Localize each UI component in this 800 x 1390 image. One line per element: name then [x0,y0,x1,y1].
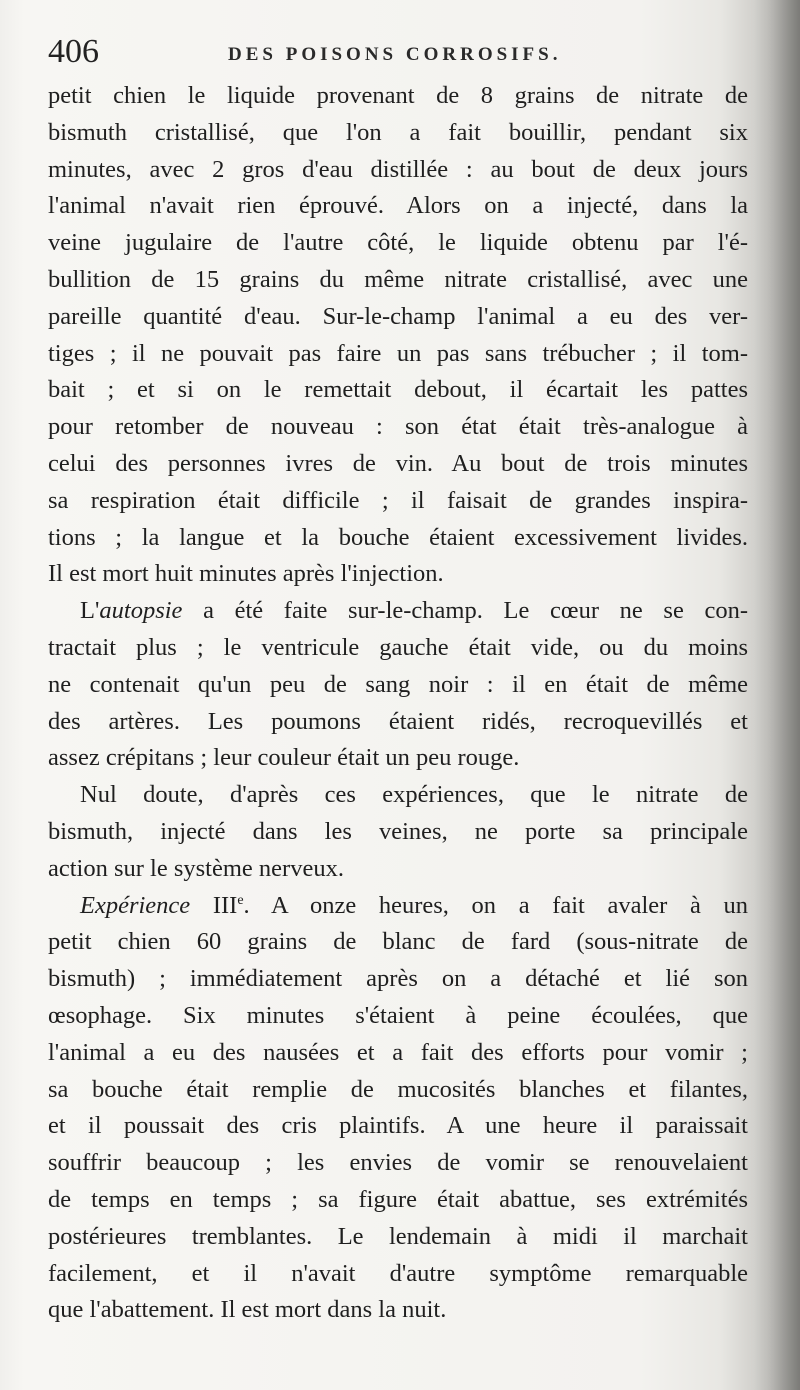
text-line: l'animal n'avait rien éprouvé. Alors on a injecté, dans la [48,192,748,220]
autopsie-word: autopsie [99,597,183,625]
text-line: bismuth cristallisé, que l'on a fait bouillir, pendant six [48,118,748,146]
text-line: tiges ; il ne pouvait pas faire un pas sans trébucher ; il tom- [48,339,748,367]
autopsie-paragraph-first-line [48,593,748,630]
text-line: Nul doute, d'après ces expériences, que le nitrate de [80,781,748,809]
text-line: bait ; et si on le remettait debout, il écartait les pattes [48,376,748,404]
text-line: sa bouche était remplie de mucosités blanches et filantes, [48,1075,748,1103]
text-line: bismuth) ; immédiatement après on a détaché et lié son [48,965,748,993]
text-line: assez crépitans ; leur couleur était un peu rouge. [48,744,520,772]
text-line: œsophage. Six minutes s'étaient à peine écoulées, que [48,1001,748,1029]
text-line: petit chien le liquide provenant de 8 grains de nitrate de [48,82,748,109]
text-line: bismuth, injecté dans les veines, ne porte sa principale [48,817,748,845]
text-line: facilement, et il n'avait d'autre symptôme remarquable [48,1259,748,1287]
page-gutter-shadow [754,0,800,1390]
text-line: tions ; la langue et la bouche étaient excessivement livides. [48,523,748,551]
text-line: pour retomber de nouveau : son état était très-analogue à [48,413,748,441]
text-segment: a été faite sur-le-champ. Le cœur ne se con- [203,597,749,625]
experience-paragraph-first-line [48,888,748,925]
text-line: ne contenait qu'un peu de sang noir : il en était de même [48,670,748,698]
text-line: l'animal a eu des nausées et a fait des efforts pour vomir ; [48,1038,748,1066]
body-text [48,78,748,1329]
text-line: souffrir beaucoup ; les envies de vomir se renouvelaient [48,1149,748,1177]
autopsie-prefix: L' [80,597,100,625]
text-line: pareille quantité d'eau. Sur-le-champ l'animal a eu des ver- [48,302,748,330]
text-line: tractait plus ; le ventricule gauche était vide, ou du moins [48,633,748,661]
experience-sup: e [237,892,244,908]
experience-number: III [212,891,238,919]
text-line: minutes, avec 2 gros d'eau distillée : au bout de deux jours [48,155,748,183]
page-number: 406 [48,33,99,70]
text-line: bullition de 15 grains du même nitrate cristallisé, avec une [48,265,748,293]
text-line: de temps en temps ; sa figure était abattue, ses extrémités [48,1185,748,1213]
text-line: petit chien 60 grains de blanc de fard (sous-nitrate de [48,928,748,956]
text-line: et il poussait des cris plaintifs. A une heure il paraissait [48,1112,748,1140]
text-line: Il est mort huit minutes après l'injection. [48,560,444,588]
text-line: postérieures tremblantes. Le lendemain à midi il marchait [48,1222,748,1250]
page-header [48,30,748,78]
text-line: action sur le système nerveux. [48,854,344,882]
text-segment: . A onze heures, on a fait avaler à un [243,891,749,919]
text-line: des artères. Les poumons étaient ridés, recroquevillés et [48,707,748,735]
text-line: celui des personnes ivres de vin. Au bout de trois minutes [48,449,748,477]
running-head: DES POISONS CORROSIFS. [228,44,562,65]
text-line: veine jugulaire de l'autre côté, le liquide obtenu par l'é- [48,229,748,257]
experience-word: Expérience [80,891,191,919]
text-line: que l'abattement. Il est mort dans la nuit. [48,1296,447,1324]
text-line: sa respiration était difficile ; il faisait de grandes inspira- [48,486,748,514]
